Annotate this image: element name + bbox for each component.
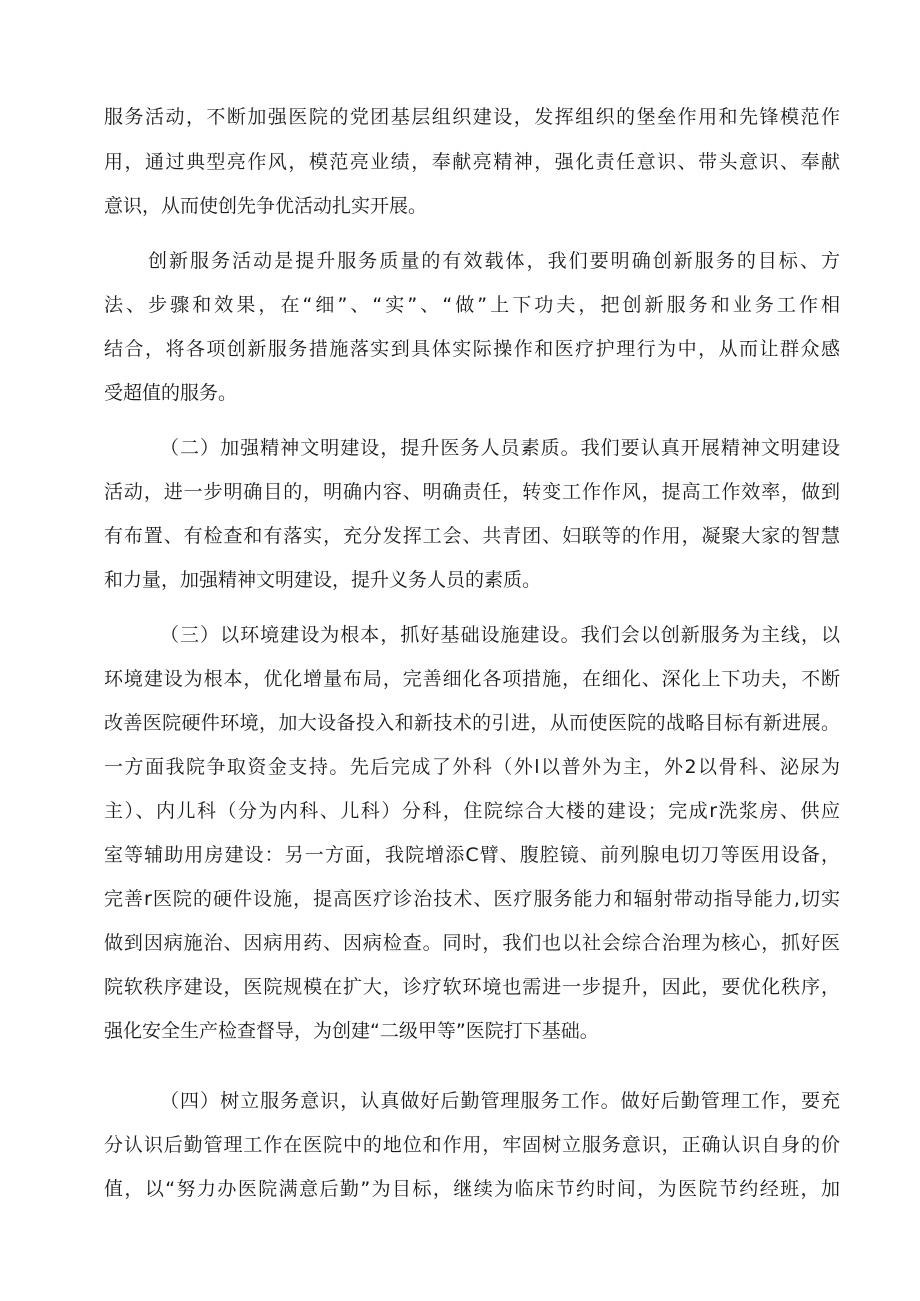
text-line: 创新服务活动是提升服务质量的有效载体，我们要明确创新服务的目标、方 <box>148 250 840 272</box>
text-line: 一方面我院争取资金支持。先后完成了外科（外l以普外为主，外2以骨科、泌尿为 <box>104 756 840 778</box>
text-line: （四）树立服务意识，认真做好后勤管理服务工作。做好后勤管理工作，要充 <box>160 1090 840 1112</box>
text-line: 用，通过典型亮作风，模范亮业绩，奉献亮精神，强化责任意识、带头意识、奉献 <box>104 151 840 173</box>
text-line: 完善r医院的硬件设施，提高医疗诊治技术、医疗服务能力和辐射带动指导能力,切实 <box>104 888 840 910</box>
text-line: 环境建设为根本，优化增量布局，完善细化各项措施，在细化、深化上下功夫，不断 <box>104 668 840 690</box>
text-line: 值，以“努力办医院满意后勤”为目标，继续为临床节约时间，为医院节约经班，加 <box>104 1178 840 1200</box>
text-line: （二）加强精神文明建设，提升医务人员素质。我们要认真开展精神文明建设 <box>160 437 840 459</box>
text-line: 服务活动，不断加强医院的党团基层组织建设，发挥组织的堡垒作用和先锋模范作 <box>104 106 840 128</box>
text-line: 院软秩序建设，医院规模在扩大，诊疗软环境也需进一步提升，因此，要优化秩序， <box>104 976 840 998</box>
text-line: 室等辅助用房建设：另一方面，我院增添C臂、腹腔镜、前列腺电切刀等医用设备， <box>104 844 840 866</box>
text-line: 意识，从而使创先争优活动扎实开展。 <box>104 195 428 217</box>
text-line: 改善医院硬件环境，加大设备投入和新技术的引进，从而使医院的战略目标有新进展。 <box>104 712 840 734</box>
text-line: （三）以环境建设为根本，抓好基础设施建设。我们会以创新服务为主线，以 <box>160 624 840 646</box>
text-line: 强化安全生产检查督导，为创建“二级甲等”医院打下基础。 <box>104 1020 599 1042</box>
text-line: 法、步骤和效果，在“细”、“实”、“做”上下功夫，把创新服务和业务工作相 <box>104 294 840 316</box>
text-line: 活动，进一步明确目的，明确内容、明确责任，转变工作作风，提高工作效率，做到 <box>104 481 840 503</box>
text-line: 有布置、有检查和有落实，充分发挥工会、共青团、妇联等的作用，凝聚大家的智慧 <box>104 525 840 547</box>
text-line: 做到因病施治、因病用药、因病检查。同时，我们也以社会综合治理为核心，抓好医 <box>104 932 840 954</box>
text-line: 分认识后勤管理工作在医院中的地位和作用，牢固树立服务意识，正确认识自身的价 <box>104 1134 840 1156</box>
text-line: 受超值的服务。 <box>104 382 238 404</box>
text-line: 和力量，加强精神文明建设，提升义务人员的素质。 <box>104 569 542 591</box>
text-line: 主）、内儿科（分为内科、儿科）分科，住院综合大楼的建设；完成r洗浆房、供应 <box>104 800 840 822</box>
text-line: 结合，将各项创新服务措施落实到具体实际操作和医疗护理行为中，从而让群众感 <box>104 338 840 360</box>
